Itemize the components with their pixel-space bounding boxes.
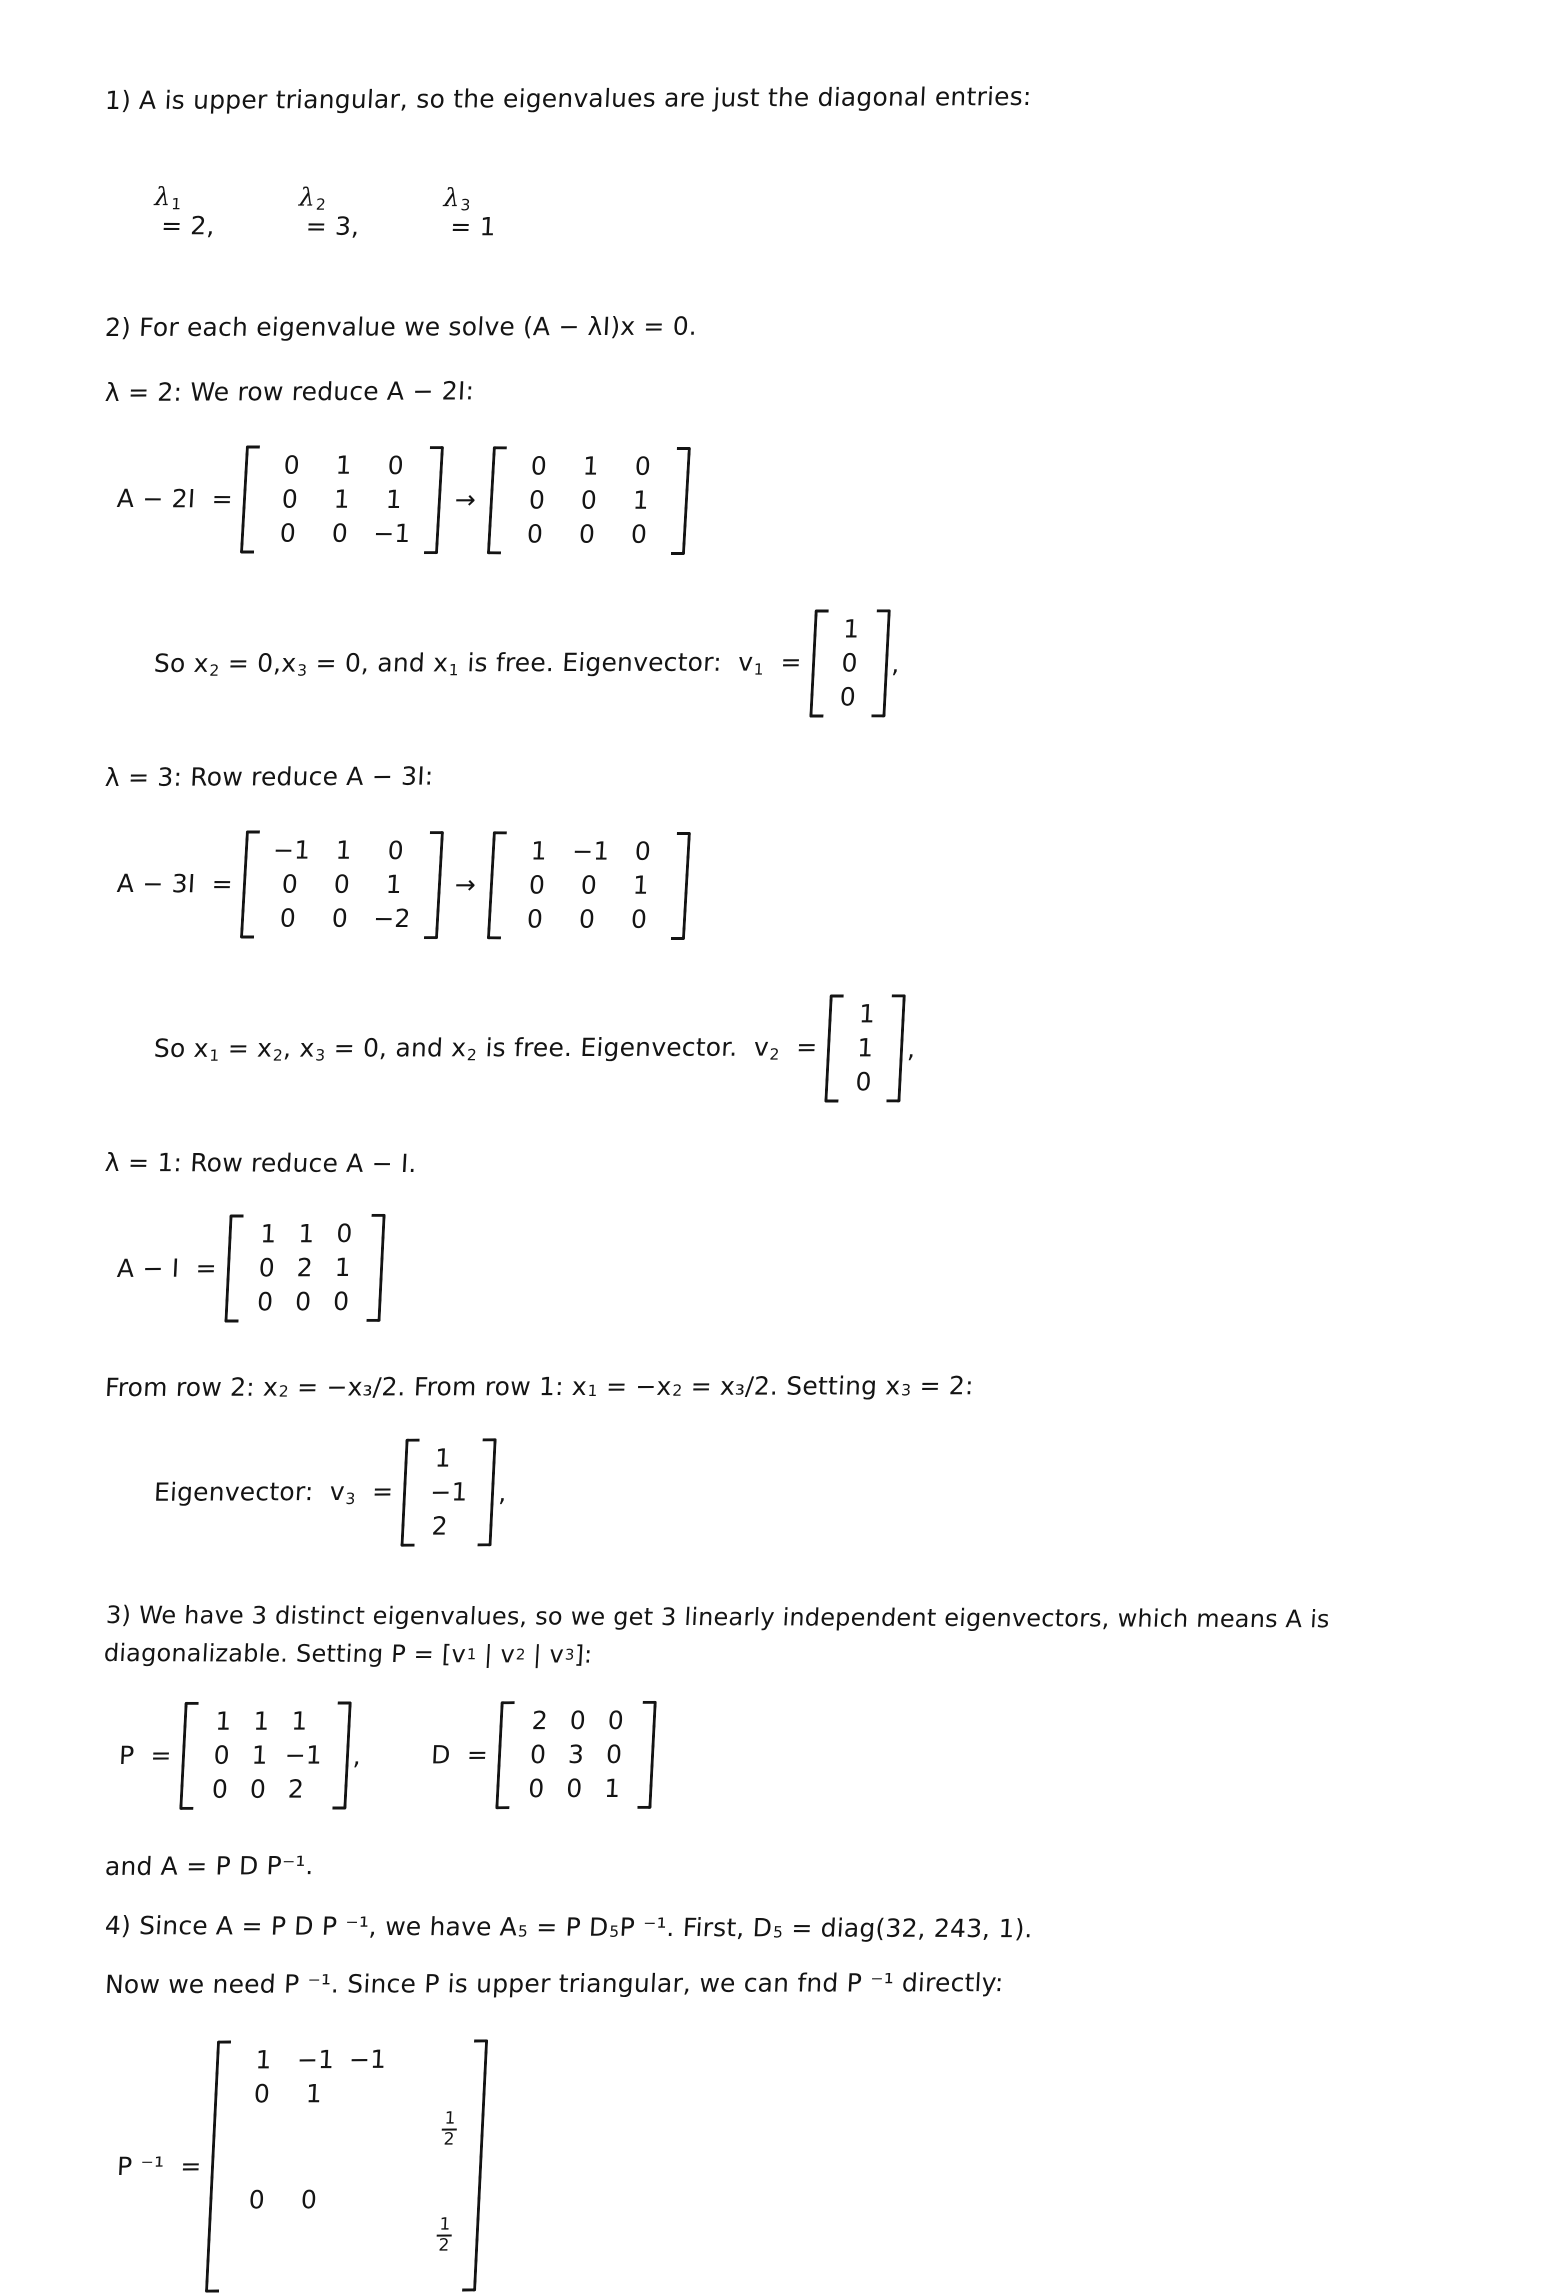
matrix-row: 0 0 1 <box>527 1773 622 1803</box>
row-reduce-arrow: → <box>454 870 477 900</box>
eigenvector-v1: 1 0 0 <box>809 609 890 717</box>
matrix-p <box>179 1701 352 1809</box>
matrix-block-a-minus-2i <box>114 445 1449 558</box>
step3-paragraph <box>103 1596 1448 1677</box>
step3-closing: and A = P D P⁻¹. <box>104 1850 315 1881</box>
matrix-row: 0 0 $\frac{1}{2}$ <box>227 2182 461 2289</box>
trailing-comma: , <box>352 1740 362 1770</box>
matrix-row: 0 0 1 <box>528 870 650 900</box>
eigenvector-v3: 1 −1 2 <box>401 1438 497 1546</box>
fraction-one-half: $\frac{1}{2}$ <box>437 2214 451 2256</box>
matrix-block-p-and-d <box>116 1699 1449 1810</box>
matrix-row: 0 2 1 <box>258 1252 352 1283</box>
matrix-row: 1 −1 −1 <box>254 2044 387 2075</box>
a-minus-i-label: A − I = <box>116 1253 218 1283</box>
fraction-one-half: $\frac{1}{2}$ <box>443 2108 457 2150</box>
case-lambda-1-heading: λ = 1: Row reduce A − I. <box>104 1147 418 1178</box>
matrix-row: 0 0 0 <box>526 904 648 934</box>
matrix-row: 0 0 −1 <box>279 518 412 548</box>
matrix-block-a-minus-i <box>114 1209 1448 1323</box>
eigenvalue-1: $\lambda_1$ = 2, <box>152 182 216 241</box>
matrix-a-minus-i <box>224 1214 385 1323</box>
step2-intro: 2) For each eigenvalue we solve (A − λI)x = 0. <box>104 311 698 342</box>
matrix-row: 0 0 0 <box>526 519 648 549</box>
eigenvector-v3-line: Eigenvector: $v_3$ = 1 −1 2 , <box>102 1434 1448 1548</box>
matrix-a-minus-3i-reduced <box>487 831 691 940</box>
matrix-row: 0 1 0 <box>282 450 405 480</box>
step4-line2: Now we need P ⁻¹. Since P is upper triangular, we can fnd P ⁻¹ directly: <box>104 1967 1005 1999</box>
row-work-lambda-1: From row 2: x 2 = −x₃/2. From row 1: x 1 = − x 2 = x₃/2. Setting x 3 = 2: <box>104 1371 975 1402</box>
matrix-row: −1 1 0 <box>272 835 405 865</box>
matrix-row: 0 1 −1 <box>212 1740 323 1770</box>
matrix-a-minus-2i-reduced <box>487 446 691 555</box>
case-lambda-2-heading: λ = 2: We row reduce A − 2I: <box>104 376 475 407</box>
trailing-comma: , <box>497 1477 508 1507</box>
matrix-a-minus-3i <box>240 830 444 939</box>
matrix-row: 1 1 0 <box>259 1218 354 1249</box>
conclusion-lambda-2: So $x_2 = 0,x_3 = 0$, and $x_1$ is free. Eigenvector: $v_1$ = 1 0 0 , <box>102 608 1449 719</box>
matrix-row: 0 1 $\frac{1}{2}$ <box>232 2076 466 2183</box>
matrix-row: 0 0 2 <box>211 1774 305 1804</box>
trailing-comma: , <box>906 1033 917 1063</box>
matrix-a-minus-2i <box>240 445 444 554</box>
case-lambda-3-heading: λ = 3: Row reduce A − 3I: <box>104 761 435 792</box>
eigenvalue-2: $\lambda_2$ = 3, <box>296 182 361 241</box>
step3-paragraph-line2: diagonalizable. Setting P = [v 1 | v 2 | v 3 ]: <box>103 1638 594 1669</box>
d-label: D = <box>430 1740 489 1770</box>
step1-statement <box>104 82 1446 113</box>
matrix-row: 0 0 1 <box>528 485 650 515</box>
a-minus-2i-label: A − 2I = <box>116 483 234 514</box>
matrix-d <box>495 1701 656 1809</box>
matrix-row: 0 1 1 <box>280 484 403 514</box>
p-inverse-label: P ⁻¹ = <box>116 2151 203 2181</box>
matrix-row: 1 1 1 <box>214 1706 309 1736</box>
matrix-block-a-minus-3i <box>114 830 1449 943</box>
eigenvalue-3: $\lambda_3$ = 1 <box>441 183 497 242</box>
conclusion-lambda-3: So $x_1 = x_2$, $x_3 = 0$, and $x_2$ is free. Eigenvector. $v_2$ = 1 1 0 , <box>102 993 1449 1104</box>
matrix-p-inverse <box>205 2039 488 2292</box>
eigenvector-v2: 1 1 0 <box>825 994 906 1102</box>
matrix-row: 0 3 0 <box>529 1739 623 1769</box>
eigenvalues-line <box>102 159 1449 268</box>
a-minus-3i-label: A − 3I = <box>116 868 234 899</box>
step3-paragraph-line1: 3) We have 3 distinct eigenvalues, so we get 3 linearly independent eigenvectors, which means A is <box>105 1600 1331 1634</box>
matrix-block-p-inverse <box>111 2035 1452 2293</box>
step4-line1: 4) Since A = P D P ⁻¹, we have A 5 = P D 5 P ⁻¹. First, D 5 = diag(32, 243, 1). <box>104 1910 1034 1944</box>
step1-text: 1) A is upper triangular, so the eigenvalues are just the diagonal entries: <box>104 81 1033 115</box>
matrix-row: 0 0 −2 <box>279 903 412 933</box>
matrix-row: 1 −1 0 <box>530 836 652 866</box>
matrix-row: 0 0 1 <box>280 869 403 899</box>
matrix-row: 2 0 0 <box>531 1705 625 1735</box>
row-reduce-arrow: → <box>454 485 477 515</box>
conclusion-prefix: So <box>153 648 195 678</box>
p-label: P = <box>118 1740 173 1770</box>
matrix-row: 0 1 0 <box>530 451 652 481</box>
matrix-row: 0 0 0 <box>256 1286 350 1317</box>
trailing-comma: , <box>890 648 901 678</box>
